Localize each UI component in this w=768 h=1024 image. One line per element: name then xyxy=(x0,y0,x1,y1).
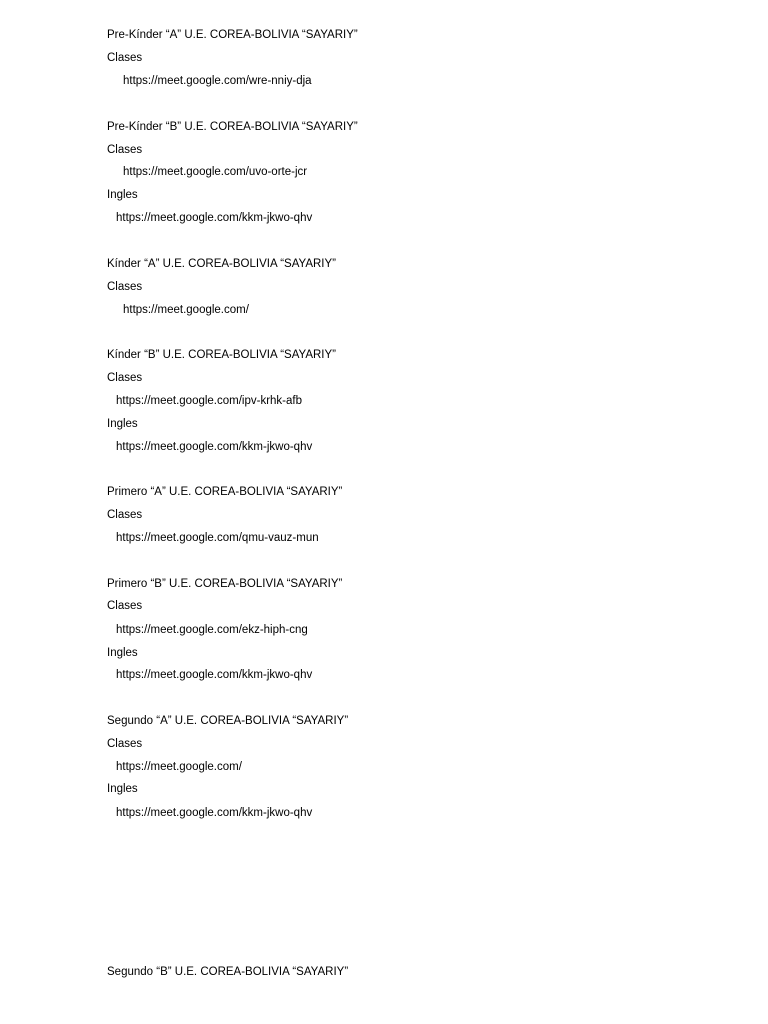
line-label: Ingles xyxy=(107,189,138,201)
meet-link-line xyxy=(107,760,242,774)
meet-link[interactable]: https://meet.google.com/ xyxy=(116,761,242,773)
meet-link-line xyxy=(107,668,312,682)
section-heading: Kínder “B” U.E. COREA-BOLIVIA “SAYARIY” xyxy=(107,349,336,361)
meet-link-line xyxy=(107,394,302,408)
meet-link-line xyxy=(107,440,312,454)
section-heading: Pre-Kínder “A” U.E. COREA-BOLIVIA “SAYARIY” xyxy=(107,29,358,41)
line-label: Ingles xyxy=(107,647,138,659)
meet-link-line xyxy=(107,211,312,225)
section-heading: Primero “B” U.E. COREA-BOLIVIA “SAYARIY” xyxy=(107,578,343,590)
section-heading: Segundo “B” U.E. COREA-BOLIVIA “SAYARIY” xyxy=(107,966,349,978)
meet-link[interactable]: https://meet.google.com/ipv-krhk-afb xyxy=(116,395,302,407)
line-label: Clases xyxy=(107,281,143,293)
line-label: Clases xyxy=(107,52,143,64)
meet-link-line xyxy=(107,623,308,637)
line-label: Clases xyxy=(107,738,143,750)
meet-link-line xyxy=(107,531,319,545)
section-heading: Segundo “A” U.E. COREA-BOLIVIA “SAYARIY” xyxy=(107,715,349,727)
meet-link[interactable]: https://meet.google.com/wre-nniy-dja xyxy=(123,75,312,87)
section-heading: Kínder “A” U.E. COREA-BOLIVIA “SAYARIY” xyxy=(107,258,336,270)
meet-link[interactable]: https://meet.google.com/uvo-orte-jcr xyxy=(123,166,308,178)
meet-link[interactable]: https://meet.google.com/ xyxy=(123,304,249,316)
meet-link[interactable]: https://meet.google.com/kkm-jkwo-qhv xyxy=(116,441,313,453)
section-heading: Pre-Kínder “B” U.E. COREA-BOLIVIA “SAYARIY” xyxy=(107,121,358,133)
meet-link[interactable]: https://meet.google.com/qmu-vauz-mun xyxy=(116,532,319,544)
line-label: Clases xyxy=(107,372,143,384)
meet-link[interactable]: https://meet.google.com/kkm-jkwo-qhv xyxy=(116,669,313,681)
meet-link[interactable]: https://meet.google.com/kkm-jkwo-qhv xyxy=(116,212,313,224)
meet-link-line xyxy=(107,303,249,317)
line-label: Ingles xyxy=(107,418,138,430)
meet-link-line xyxy=(107,74,312,88)
meet-link-line xyxy=(107,806,312,820)
meet-link[interactable]: https://meet.google.com/ekz-hiph-cng xyxy=(116,624,308,636)
line-label: Ingles xyxy=(107,783,138,795)
meet-link[interactable]: https://meet.google.com/kkm-jkwo-qhv xyxy=(116,807,313,819)
line-label: Clases xyxy=(107,144,143,156)
section-heading: Primero “A” U.E. COREA-BOLIVIA “SAYARIY” xyxy=(107,486,343,498)
line-label: Clases xyxy=(107,509,143,521)
meet-link-line xyxy=(107,165,307,179)
line-label: Clases xyxy=(107,600,143,612)
